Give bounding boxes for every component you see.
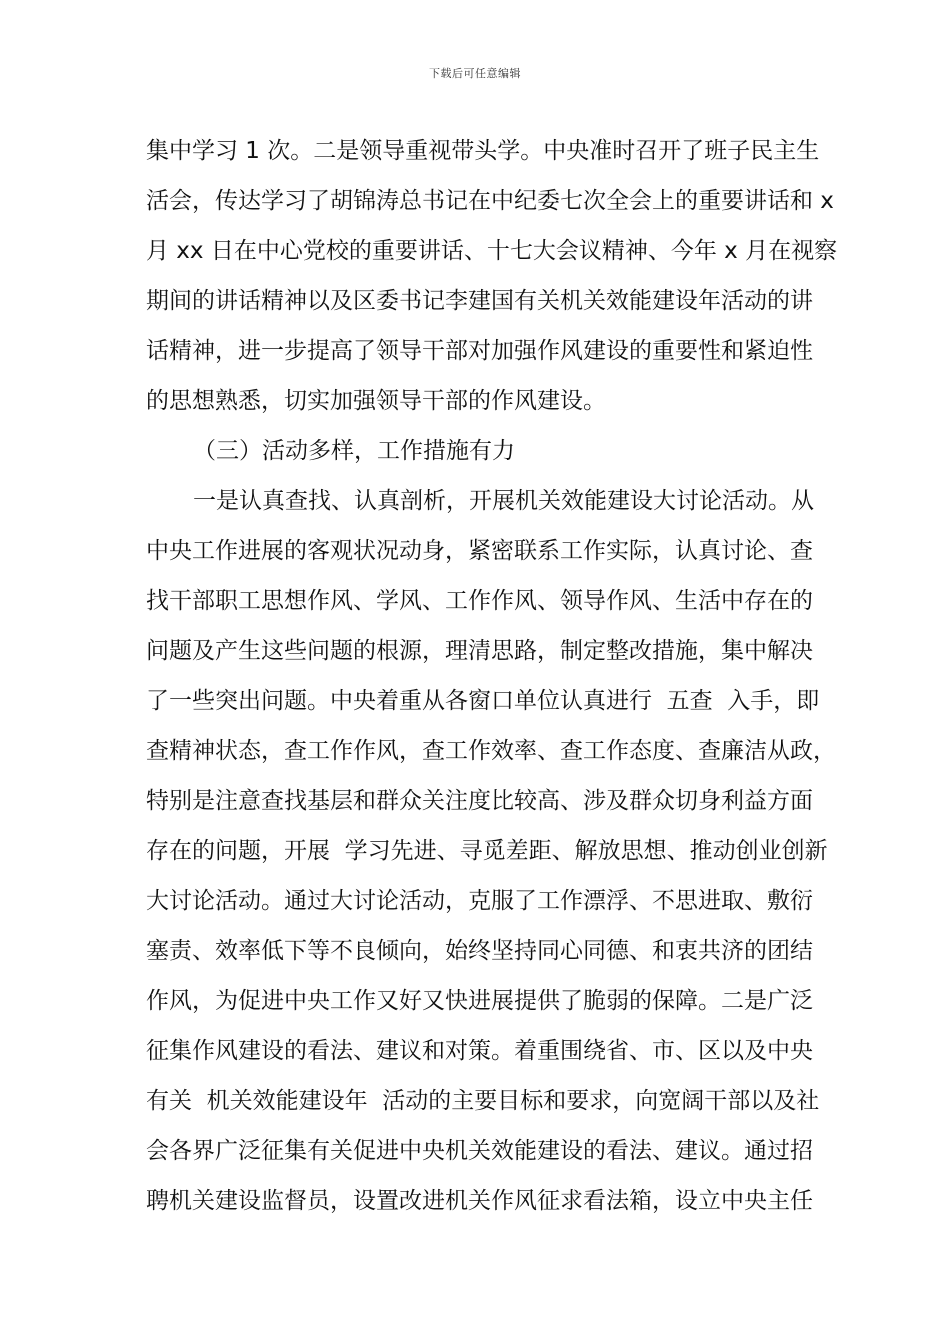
- body-line-13: 查精神状态，查工作作风，查工作效率、查工作态度、查廉洁从政，: [146, 738, 836, 764]
- body-line-22: 聘机关建设监督员，设置改进机关作风征求看法箱，设立中央主任: [146, 1188, 813, 1214]
- body-line-2: 活会，传达学习了胡锦涛总书记在中纪委七次全会上的重要讲话和 x: [146, 188, 834, 214]
- body-line-11: 问题及产生这些问题的根源，理清思路，制定整改措施，集中解决: [146, 638, 813, 664]
- body-line-12: 了一些突出问题。中央着重从各窗口单位认真进行 五查 入手，即: [146, 688, 820, 714]
- body-line-15: 存在的问题，开展 学习先进、寻觅差距、解放思想、推动创业创新: [146, 838, 828, 864]
- body-line-20: 有关 机关效能建设年 活动的主要目标和要求，向宽阔干部以及社: [146, 1088, 820, 1114]
- body-line-16: 大讨论活动。通过大讨论活动，克服了工作漂浮、不思进取、敷衍: [146, 888, 813, 914]
- section-heading: （三）活动多样，工作措施有力: [193, 438, 515, 464]
- body-line-19: 征集作风建设的看法、建议和对策。着重围绕省、市、区以及中央: [146, 1038, 813, 1064]
- body-line-6: 的思想熟悉，切实加强领导干部的作风建设。: [146, 388, 606, 414]
- body-line-9: 中央工作进展的客观状况动身，紧密联系工作实际，认真讨论、查: [146, 538, 813, 564]
- body-line-10: 找干部职工思想作风、学风、工作作风、领导作风、生活中存在的: [146, 588, 813, 614]
- body-line-18: 作风，为促进中央工作又好又快进展提供了脆弱的保障。二是广泛: [146, 988, 813, 1014]
- body-line-14: 特别是注意查找基层和群众关注度比较高、涉及群众切身利益方面: [146, 788, 813, 814]
- body-line-1: 集中学习 1 次。二是领导重视带头学。中央准时召开了班子民主生: [146, 138, 820, 164]
- body-line-3: 月 xx 日在中心党校的重要讲话、十七大会议精神、今年 x 月在视察: [146, 238, 838, 264]
- body-line-17: 塞责、效率低下等不良倾向，始终坚持同心同德、和衷共济的团结: [146, 938, 813, 964]
- page-header: 下载后可任意编辑: [429, 67, 521, 80]
- body-line-8: 一是认真查找、认真剖析，开展机关效能建设大讨论活动。从: [193, 488, 814, 514]
- body-line-4: 期间的讲话精神以及区委书记李建国有关机关效能建设年活动的讲: [146, 288, 813, 314]
- body-line-21: 会各界广泛征集有关促进中央机关效能建设的看法、建议。通过招: [146, 1138, 813, 1164]
- body-line-5: 话精神，进一步提高了领导干部对加强作风建设的重要性和紧迫性: [146, 338, 813, 364]
